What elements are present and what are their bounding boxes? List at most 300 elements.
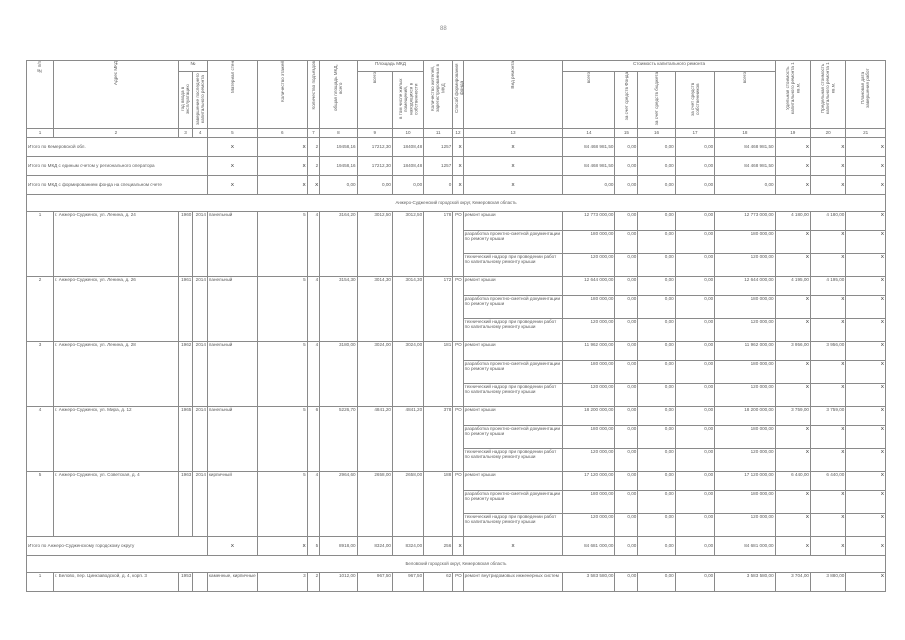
work-c18: 180 000,00 xyxy=(715,361,775,384)
total-label: Итого по МКД с формированием фонда на специальном счете xyxy=(27,176,208,195)
work-c15: 0,00 xyxy=(615,277,638,296)
total-c20: Х xyxy=(810,176,845,195)
header-col-15-text: за счет средств Фонда xyxy=(623,72,629,121)
work-c21: Х xyxy=(846,231,886,254)
total-c17: 0,00 xyxy=(675,138,715,157)
total-c7: 2 xyxy=(307,157,319,176)
work-c15: 0,00 xyxy=(615,212,638,231)
header-col-11 xyxy=(424,61,453,129)
total-c7: 2 xyxy=(307,138,319,157)
work-c18: 17 120 000,00 xyxy=(715,472,775,491)
work-c18: 120 000,00 xyxy=(715,514,775,537)
house-addr: г. Анжеро-Судженск, ул. Советская, д. 4 xyxy=(54,472,179,537)
work-c17: 0,00 xyxy=(675,491,715,514)
header-group-1: № xyxy=(178,61,207,72)
work-c15: 0,00 xyxy=(615,514,638,537)
work-c18: 18 200 000,00 xyxy=(715,407,775,426)
page-number: 88 xyxy=(440,26,447,32)
work-c21: Х xyxy=(846,212,886,231)
house-c9: 3014,30 xyxy=(357,277,392,342)
header-col-20 xyxy=(810,61,845,129)
total-c6: Х xyxy=(257,537,307,556)
house-addr: г. Анжеро-Судженск, ул. Ленина, д. 28 xyxy=(54,342,179,407)
total-c5: Х xyxy=(207,176,257,195)
total-c12: Х xyxy=(453,537,463,556)
header-col-6-text: Количество этажей xyxy=(279,61,285,102)
work-c20: 3 956,00 xyxy=(810,342,845,361)
house-c20: 3 880,00 xyxy=(810,573,845,592)
house-c8: 3154,30 xyxy=(320,277,357,342)
header-col-5-text: Материал стен xyxy=(229,61,235,94)
work-c20: Х xyxy=(810,254,845,277)
house-c12: РО xyxy=(453,407,463,472)
work-c17: 0,00 xyxy=(675,342,715,361)
header-col-addr-text: Адрес МКД xyxy=(113,61,119,86)
header-col-20-text: Предельная стоимость капитального ремонта 1 кв.м. xyxy=(820,62,836,114)
total-c5: Х xyxy=(207,138,257,157)
total-c18: 84 468 981,50 xyxy=(715,157,775,176)
header-col-addr xyxy=(54,61,179,129)
section-title: Беловский городской округ, Кемеровская область xyxy=(27,556,886,573)
house-c19: 3 704,00 xyxy=(775,573,810,592)
work-c14: 120 000,00 xyxy=(563,384,615,407)
work-c17: 0,00 xyxy=(675,319,715,342)
work-c19: Х xyxy=(775,319,810,342)
work-c19: Х xyxy=(775,514,810,537)
house-c5: панельный xyxy=(207,407,257,472)
work-c20: Х xyxy=(810,514,845,537)
work-c18: 120 000,00 xyxy=(715,449,775,472)
column-number: 19 xyxy=(775,129,810,138)
work-c19: Х xyxy=(775,449,810,472)
work-c19: 4 180,00 xyxy=(775,212,810,231)
column-number: 13 xyxy=(463,129,563,138)
house-row xyxy=(27,342,886,361)
house-c3: 1960 xyxy=(178,212,193,277)
total-c11: 1257 xyxy=(424,157,453,176)
house-c14: 3 583 580,00 xyxy=(563,573,615,592)
work-c15: 0,00 xyxy=(615,254,638,277)
house-c7: 4 xyxy=(307,277,319,342)
header-col-7 xyxy=(307,61,319,129)
house-w: ремонт внутридомовых инженерных систем xyxy=(463,573,563,592)
house-c7: 2 xyxy=(307,573,319,592)
work-c19: Х xyxy=(775,231,810,254)
total-c8: 19458,16 xyxy=(320,138,357,157)
work-c19: Х xyxy=(775,491,810,514)
total-c15: 0,00 xyxy=(615,537,638,556)
work-c14: 180 000,00 xyxy=(563,361,615,384)
house-c21: Х xyxy=(846,573,886,592)
total-c8: 0,00 xyxy=(320,176,357,195)
column-number: 16 xyxy=(638,129,675,138)
column-number: 9 xyxy=(357,129,392,138)
work-c21: Х xyxy=(846,296,886,319)
work-c19: Х xyxy=(775,254,810,277)
total-c18: 84 468 981,50 xyxy=(715,138,775,157)
work-c19: 3 956,00 xyxy=(775,342,810,361)
work-c20: 4 180,00 xyxy=(810,212,845,231)
total-c14: 0,00 xyxy=(563,176,615,195)
header-group-2: Площадь МКД xyxy=(357,61,424,72)
work-c18: 11 962 000,00 xyxy=(715,342,775,361)
work-c18: 180 000,00 xyxy=(715,426,775,449)
house-c12: РО xyxy=(453,342,463,407)
work-c20: 6 440,00 xyxy=(810,472,845,491)
work-c14: 180 000,00 xyxy=(563,491,615,514)
total-c12: Х xyxy=(453,138,463,157)
house-row xyxy=(27,407,886,426)
total-c14: 84 681 000,00 xyxy=(563,537,615,556)
repair-register-table xyxy=(26,60,886,592)
header-col-15 xyxy=(615,72,638,129)
total-c12: Х xyxy=(453,157,463,176)
house-no: 4 xyxy=(27,407,54,472)
header-col-8-text: общая площадь МКД, всего xyxy=(333,64,344,112)
work-c16: 0,00 xyxy=(638,319,675,342)
total-c17: 0,00 xyxy=(675,157,715,176)
work-c21: Х xyxy=(846,277,886,296)
work-type: технический надзор при проведении работ по капитальному ремонту крыши xyxy=(463,319,563,342)
work-c16: 0,00 xyxy=(638,342,675,361)
house-c10: 3024,00 xyxy=(392,342,423,407)
column-number: 2 xyxy=(54,129,179,138)
column-number: 5 xyxy=(207,129,257,138)
total-c7: 5 xyxy=(307,537,319,556)
house-c12: РО xyxy=(453,472,463,537)
house-c8: 2964,60 xyxy=(320,472,357,537)
header-col-19 xyxy=(775,61,810,129)
house-c10: 3014,30 xyxy=(392,277,423,342)
work-c15: 0,00 xyxy=(615,426,638,449)
house-c5: панельный xyxy=(207,212,257,277)
house-c11: 188 xyxy=(424,472,453,537)
work-c20: Х xyxy=(810,384,845,407)
header-col-18-text: всего xyxy=(742,72,748,84)
work-type: ремонт крыши xyxy=(463,342,563,361)
header-col-no-text: № п/п xyxy=(37,61,43,74)
work-c21: Х xyxy=(846,342,886,361)
work-c19: 3 759,00 xyxy=(775,407,810,426)
house-c3: 1963 xyxy=(178,472,193,537)
work-c14: 120 000,00 xyxy=(563,254,615,277)
house-c7: 6 xyxy=(307,407,319,472)
work-c21: Х xyxy=(846,472,886,491)
work-c20: Х xyxy=(810,296,845,319)
header-col-3 xyxy=(178,72,193,129)
total-c9: 17212,30 xyxy=(357,138,392,157)
header-col-16-text: за счет средств бюджета xyxy=(653,72,659,126)
work-c20: Х xyxy=(810,491,845,514)
total-c5: Х xyxy=(207,157,257,176)
work-c21: Х xyxy=(846,361,886,384)
header-col-3-text: год ввода в эксплуатацию xyxy=(180,84,191,114)
header-col-9-text: всего xyxy=(372,72,378,84)
section-header-row xyxy=(27,556,886,573)
work-c14: 120 000,00 xyxy=(563,514,615,537)
work-c17: 0,00 xyxy=(675,472,715,491)
house-c17: 0,00 xyxy=(675,573,715,592)
work-c14: 12 773 000,00 xyxy=(563,212,615,231)
house-c4: 2014 xyxy=(193,407,208,472)
total-c16: 0,00 xyxy=(638,157,675,176)
house-no: 2 xyxy=(27,277,54,342)
total-row xyxy=(27,157,886,176)
house-c4: 2014 xyxy=(193,472,208,537)
header-col-7-text: Количество подъездов xyxy=(310,61,316,110)
work-type: технический надзор при проведении работ по капитальному ремонту крыши xyxy=(463,384,563,407)
work-c20: Х xyxy=(810,361,845,384)
house-c9: 967,50 xyxy=(357,573,392,592)
house-c10: 3012,50 xyxy=(392,212,423,277)
house-c5: панельный xyxy=(207,277,257,342)
house-no: 1 xyxy=(27,573,54,592)
work-c15: 0,00 xyxy=(615,319,638,342)
house-addr: г. Анжеро-Судженск, ул. Ленина, д. 26 xyxy=(54,277,179,342)
column-number: 12 xyxy=(453,129,463,138)
total-c21: Х xyxy=(846,157,886,176)
total-c10: 18408,48 xyxy=(392,138,423,157)
house-c7: 4 xyxy=(307,342,319,407)
house-c6: 5 xyxy=(257,407,307,472)
work-c18: 12 773 000,00 xyxy=(715,212,775,231)
total-c11: 256 xyxy=(424,537,453,556)
house-c9: 2658,00 xyxy=(357,472,392,537)
work-c16: 0,00 xyxy=(638,254,675,277)
work-c21: Х xyxy=(846,254,886,277)
header-col-8 xyxy=(320,61,357,129)
total-c16: 0,00 xyxy=(638,176,675,195)
work-c16: 0,00 xyxy=(638,426,675,449)
total-c20: Х xyxy=(810,157,845,176)
work-c14: 12 644 000,00 xyxy=(563,277,615,296)
total-c12: Х xyxy=(453,176,463,195)
work-type: разработка проектно-сметной документации по ремонту крыши xyxy=(463,231,563,254)
work-c18: 180 000,00 xyxy=(715,296,775,319)
column-number: 11 xyxy=(424,129,453,138)
house-c9: 4841,20 xyxy=(357,407,392,472)
house-c5: каменные, кирпичные xyxy=(207,573,257,592)
work-c16: 0,00 xyxy=(638,277,675,296)
work-type: разработка проектно-сметной документации по ремонту крыши xyxy=(463,361,563,384)
header-col-17-text: за счет средств собственников xyxy=(689,82,700,116)
house-c3: 1965 xyxy=(178,407,193,472)
header-col-12-text: Способ формирования фонда xyxy=(454,63,465,113)
total-c20: Х xyxy=(810,138,845,157)
work-c14: 11 962 000,00 xyxy=(563,342,615,361)
total-c21: Х xyxy=(846,176,886,195)
work-c14: 17 120 000,00 xyxy=(563,472,615,491)
work-type: технический надзор при проведении работ по капитальному ремонту крыши xyxy=(463,514,563,537)
total-c5: Х xyxy=(207,537,257,556)
work-c16: 0,00 xyxy=(638,449,675,472)
house-c11: 378 xyxy=(424,407,453,472)
work-c20: Х xyxy=(810,319,845,342)
subtotal-row xyxy=(27,537,886,556)
house-c6: 3 xyxy=(257,573,307,592)
work-c16: 0,00 xyxy=(638,231,675,254)
header-col-21-text: Плановая дата завершения работ xyxy=(860,68,871,108)
total-c13: Х xyxy=(463,157,563,176)
house-row xyxy=(27,277,886,296)
total-c9: 17212,30 xyxy=(357,157,392,176)
work-c17: 0,00 xyxy=(675,449,715,472)
work-c18: 120 000,00 xyxy=(715,254,775,277)
header-col-19-text: Удельная стоимость капитального ремонта 1 кв.м. xyxy=(784,62,801,114)
work-c18: 180 000,00 xyxy=(715,231,775,254)
work-type: разработка проектно-сметной документации по ремонту крыши xyxy=(463,491,563,514)
column-number: 1 xyxy=(27,129,54,138)
house-c6: 5 xyxy=(257,472,307,537)
header-col-17 xyxy=(675,72,715,129)
house-row xyxy=(27,573,886,592)
total-label: Итого по Анжеро-Судженскому городскому округу xyxy=(27,537,208,556)
work-c14: 18 200 000,00 xyxy=(563,407,615,426)
work-c21: Х xyxy=(846,426,886,449)
house-c16: 0,00 xyxy=(638,573,675,592)
work-c15: 0,00 xyxy=(615,449,638,472)
total-row xyxy=(27,176,886,195)
header-col-14-text: всего xyxy=(586,72,592,84)
total-c19: Х xyxy=(775,537,810,556)
house-c9: 3012,50 xyxy=(357,212,392,277)
house-c7: 4 xyxy=(307,472,319,537)
work-c21: Х xyxy=(846,319,886,342)
total-c10: 18408,48 xyxy=(392,157,423,176)
column-number: 15 xyxy=(615,129,638,138)
work-c20: Х xyxy=(810,426,845,449)
work-c16: 0,00 xyxy=(638,472,675,491)
house-c3: 1953 xyxy=(178,573,193,592)
total-c18: 84 681 000,00 xyxy=(715,537,775,556)
house-no: 5 xyxy=(27,472,54,537)
total-c17: 0,00 xyxy=(675,537,715,556)
work-c21: Х xyxy=(846,491,886,514)
total-c11: 1257 xyxy=(424,138,453,157)
work-c18: 12 644 000,00 xyxy=(715,277,775,296)
house-c15: 0,00 xyxy=(615,573,638,592)
work-type: технический надзор при проведении работ по капитальному ремонту крыши xyxy=(463,449,563,472)
total-c6: Х xyxy=(257,138,307,157)
total-c18: 0,00 xyxy=(715,176,775,195)
work-c15: 0,00 xyxy=(615,231,638,254)
section-title: Анжеро-Судженский городской округ, Кемеровская область xyxy=(27,195,886,212)
work-c17: 0,00 xyxy=(675,296,715,319)
work-c14: 180 000,00 xyxy=(563,426,615,449)
house-c12: РО xyxy=(453,277,463,342)
house-c11: 181 xyxy=(424,342,453,407)
column-number: 17 xyxy=(675,129,715,138)
total-c16: 0,00 xyxy=(638,138,675,157)
column-number: 3 xyxy=(178,129,193,138)
header-col-16 xyxy=(638,72,675,129)
work-c14: 180 000,00 xyxy=(563,231,615,254)
house-c9: 3024,00 xyxy=(357,342,392,407)
section-header-row xyxy=(27,195,886,212)
house-c4: 2014 xyxy=(193,342,208,407)
total-c14: 84 468 981,50 xyxy=(563,157,615,176)
total-c15: 0,00 xyxy=(615,138,638,157)
work-type: ремонт крыши xyxy=(463,212,563,231)
header-col-4 xyxy=(193,72,208,129)
house-c18: 3 583 580,00 xyxy=(715,573,775,592)
work-c14: 180 000,00 xyxy=(563,296,615,319)
house-c11: 178 xyxy=(424,212,453,277)
work-c19: Х xyxy=(775,361,810,384)
house-c3: 1961 xyxy=(178,277,193,342)
header-col-6 xyxy=(257,61,307,129)
house-c8: 5226,70 xyxy=(320,407,357,472)
header-col-10 xyxy=(392,72,423,129)
work-c15: 0,00 xyxy=(615,472,638,491)
house-c5: кирпичный xyxy=(207,472,257,537)
work-c21: Х xyxy=(846,514,886,537)
work-c17: 0,00 xyxy=(675,384,715,407)
total-c13: Х xyxy=(463,176,563,195)
total-c15: 0,00 xyxy=(615,157,638,176)
total-c19: Х xyxy=(775,176,810,195)
work-type: технический надзор при проведении работ по капитальному ремонту крыши xyxy=(463,254,563,277)
header-col-no xyxy=(27,61,54,129)
total-c6: Х xyxy=(257,176,307,195)
column-number: 14 xyxy=(563,129,615,138)
total-c6: Х xyxy=(257,157,307,176)
header-group-3: Стоимость капитального ремонта xyxy=(563,61,775,72)
house-addr: г. Анжеро-Судженск, ул. Ленина, д. 24 xyxy=(54,212,179,277)
work-c18: 120 000,00 xyxy=(715,319,775,342)
total-c16: 0,00 xyxy=(638,537,675,556)
house-c11: 62 xyxy=(424,573,453,592)
total-c14: 84 468 981,50 xyxy=(563,138,615,157)
work-c16: 0,00 xyxy=(638,491,675,514)
total-c8: 8918,00 xyxy=(320,537,357,556)
total-c13: Х xyxy=(463,537,563,556)
header-col-10-text: в том числе жилых помещений, находящихся в собственности xyxy=(397,78,419,120)
house-c7: 4 xyxy=(307,212,319,277)
house-c11: 172 xyxy=(424,277,453,342)
house-addr: г. Анжеро-Судженск, ул. Мира, д. 12 xyxy=(54,407,179,472)
column-number: 20 xyxy=(810,129,845,138)
house-c8: 1012,00 xyxy=(320,573,357,592)
house-c8: 3180,00 xyxy=(320,342,357,407)
work-c15: 0,00 xyxy=(615,491,638,514)
total-c9: 8324,00 xyxy=(357,537,392,556)
work-c14: 120 000,00 xyxy=(563,319,615,342)
house-c5: панельный xyxy=(207,342,257,407)
total-c21: Х xyxy=(846,537,886,556)
work-c19: Х xyxy=(775,384,810,407)
header-col-21 xyxy=(846,61,886,129)
house-c6: 5 xyxy=(257,342,307,407)
total-c8: 19458,16 xyxy=(320,157,357,176)
work-c15: 0,00 xyxy=(615,296,638,319)
header-col-13 xyxy=(463,61,563,129)
work-c16: 0,00 xyxy=(638,296,675,319)
header-col-4-text: завершение последнего капитального ремонта xyxy=(194,73,206,125)
work-c17: 0,00 xyxy=(675,212,715,231)
house-no: 3 xyxy=(27,342,54,407)
house-c10: 967,50 xyxy=(392,573,423,592)
header-col-13-text: Вид ремонта xyxy=(510,61,516,89)
house-c4: 2014 xyxy=(193,277,208,342)
work-type: ремонт крыши xyxy=(463,407,563,426)
header-col-5 xyxy=(207,61,257,129)
header-row-group xyxy=(27,61,886,72)
header-col-9 xyxy=(357,72,392,129)
column-number: 10 xyxy=(392,129,423,138)
work-type: разработка проектно-сметной документации по ремонту крыши xyxy=(463,296,563,319)
work-c18: 180 000,00 xyxy=(715,491,775,514)
